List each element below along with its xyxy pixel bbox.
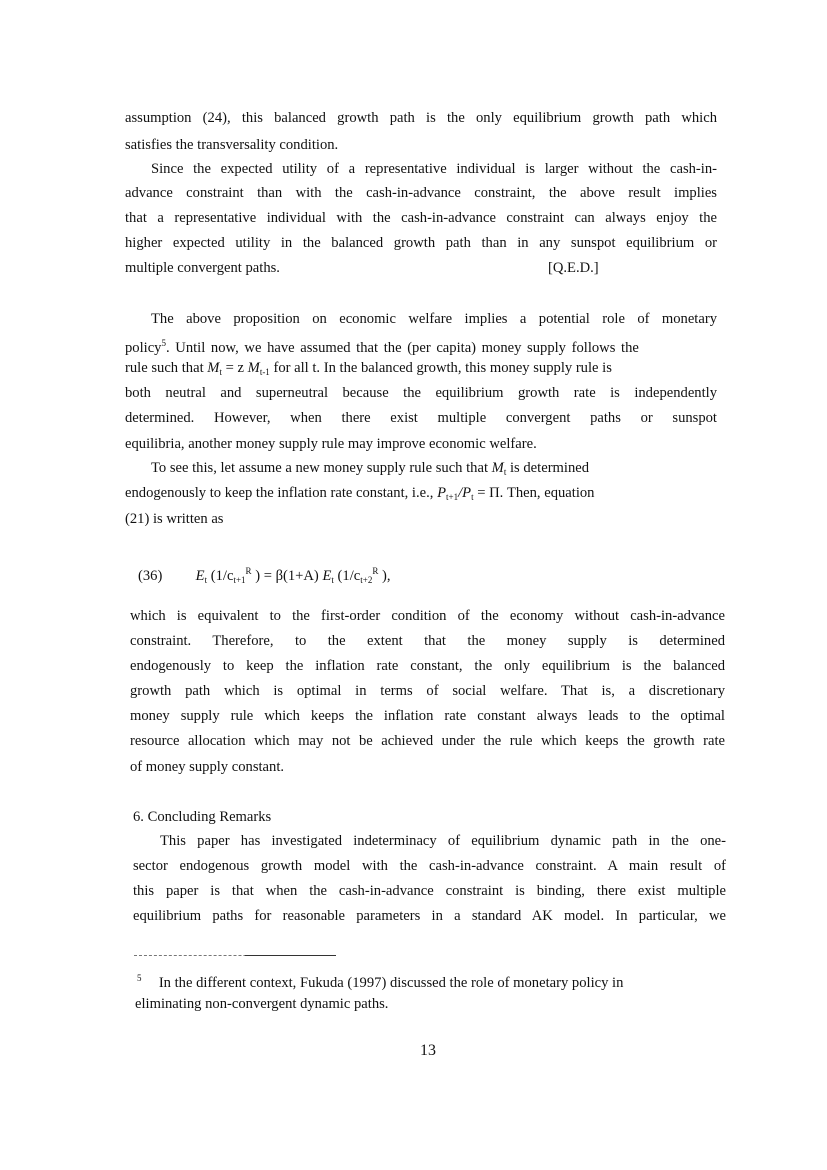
math-text: ) = β(1+A) [255,568,319,584]
paper-line [151,459,717,481]
paper-line: endogenously to keep the inflation rate constant, the only equilibrium is the balanced [130,658,725,674]
paper-line [125,484,717,506]
math-subscript: t+2 [360,575,373,585]
text-span: for all t. In the balanced growth, this money supply rule is [273,360,612,376]
math-symbol: E [322,568,332,584]
math-subscript: t [503,467,507,477]
math-text: ), [382,568,391,584]
paper-line: advance constraint than with the cash-in-advance constraint, the above result implies [125,185,717,201]
paper-line: money supply rule which keeps the inflation rate constant always leads to the optimal [130,708,725,724]
footnote-line: eliminating non-convergent dynamic paths. [135,996,389,1012]
equation-36 [138,562,391,589]
text-span: endogenously to keep the inflation rate constant, i.e., [125,485,434,501]
math-subscript: t-1 [259,367,270,377]
math-text: (1/c [210,568,234,584]
math-symbol: P [437,485,446,501]
math-text: (1/c [337,568,361,584]
text-span: . Until now, we have assumed that the (per capita) money supply follows the [165,340,639,356]
paper-line: This paper has investigated indeterminacy of equilibrium dynamic path in the one- [160,833,726,849]
page-number: 13 [420,1042,436,1059]
paper-line: resource allocation which may not be achieved under the rule which keeps the growth rate [130,733,725,749]
paper-line [125,334,717,357]
paper-line: equilibrium paths for reasonable parameters in a standard AK model. In particular, we [133,908,726,924]
math-subscript: t+1 [233,575,246,585]
paper-line [125,359,717,381]
math-symbol: E [195,568,205,584]
paper-line: assumption (24), this balanced growth path is the only equilibrium growth path which [125,110,717,126]
math-superscript: R [372,566,379,576]
paper-line: both neutral and superneutral because the equilibrium growth rate is independently [125,385,717,401]
text-span: policy [125,340,162,356]
paper-line: constraint. Therefore, to the extent that the money supply is determined [130,633,725,649]
text-span: = z [225,360,244,376]
math-subscript: t [331,575,334,585]
footnote-line [137,969,623,992]
paper-line: growth path which is optimal in terms of social welfare. That is, a discretionary [130,683,725,699]
footnote-marker: 5 [137,973,142,983]
math-subscript: t [471,492,474,502]
math-subscript: t [219,367,222,377]
paper-line: that a representative individual with the cash-in-advance constraint can always enjoy the [125,210,717,226]
paper-line: sector endogenous growth model with the cash-in-advance constraint. A main result of [133,858,726,874]
text-span: rule such that [125,360,204,376]
text-span: To see this, let assume a new money supply rule such that [151,460,488,476]
paper-line: this paper is that when the cash-in-advance constraint is binding, there exist multiple [133,883,726,899]
math-symbol: /P [458,485,472,501]
paper-line: determined. However, when there exist multiple convergent paths or sunspot [125,410,717,426]
text-span: = Π. Then, equation [477,485,595,501]
paper-line: (21) is written as [125,511,224,527]
paper-line: higher expected utility in the balanced growth path than in any sunspot equilibrium or [125,235,717,251]
footnote-ref: 5 [161,338,166,348]
paper-line: of money supply constant. [130,759,285,775]
section-heading: 6. Concluding Remarks [133,809,272,825]
math-symbol: M [247,360,260,376]
paper-line: multiple convergent paths. [125,260,280,276]
equation-number: (36) [138,568,163,584]
paper-line: The above proposition on economic welfare implies a potential role of monetary [151,311,717,327]
paper-line: satisfies the transversality condition. [125,137,339,153]
paper-line: equilibria, another money supply rule may improve economic welfare. [125,436,537,452]
footnote-divider-solid [245,955,336,956]
math-symbol: M [491,460,504,476]
paper-line: which is equivalent to the first-order condition of the economy without cash-in-advance [130,608,725,624]
footnote-text: In the different context, Fukuda (1997) discussed the role of monetary policy in [158,975,624,991]
math-symbol: M [207,360,220,376]
qed-marker: [Q.E.D.] [548,260,599,276]
math-subscript: t [204,575,208,585]
math-superscript: R [245,566,252,576]
text-span: is determined [510,460,590,476]
math-subscript: t+1 [446,492,459,502]
paper-line: Since the expected utility of a representative individual is larger without the cash-in- [151,161,717,177]
